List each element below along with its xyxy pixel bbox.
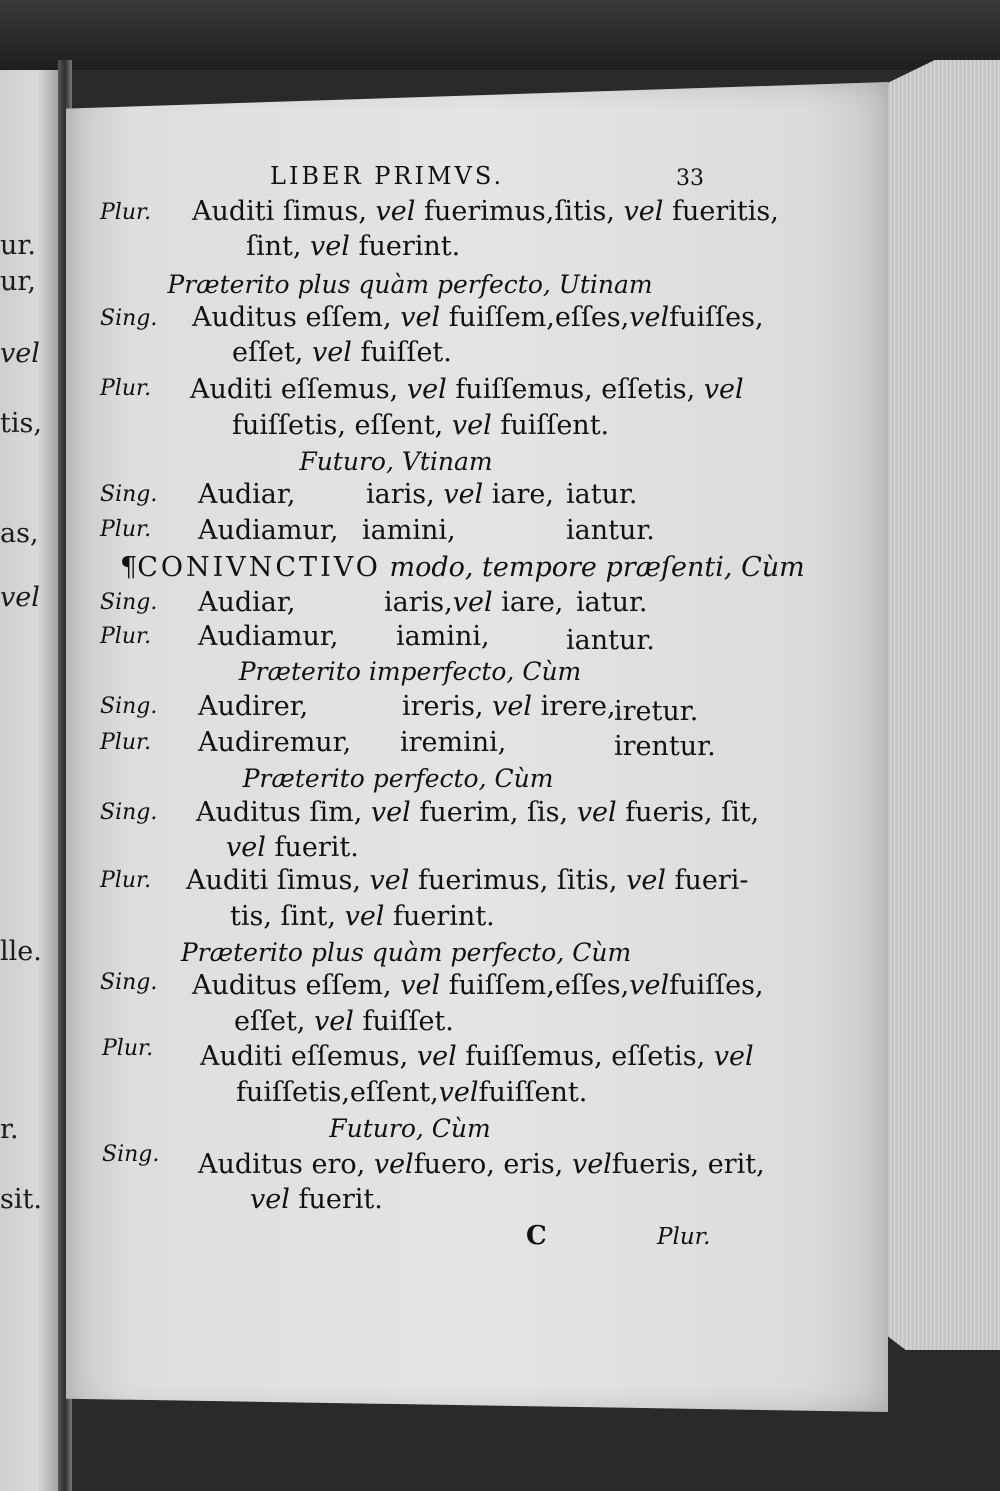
left-fragment: ur.	[0, 230, 36, 261]
number-label: Sing.	[100, 590, 158, 615]
text-line: fuiſſetis,eſſent,velfuiſſent.	[236, 1077, 588, 1108]
catchword: Plur.	[657, 1224, 711, 1250]
text-line: Auditi eſſemus, vel fuiſſemus, eſſetis, vel	[190, 374, 744, 405]
text-line: iretur.	[614, 696, 699, 727]
number-label: Plur.	[100, 376, 152, 401]
number-label: Sing.	[100, 970, 158, 995]
text-line: Auditus ſim, vel fuerim, ſis, vel fueris, ſit,	[196, 797, 760, 828]
text-line: Auditi eſſemus, vel fuiſſemus, eſſetis, vel	[200, 1041, 754, 1072]
left-fragment: lle.	[0, 936, 42, 967]
number-label: Sing.	[102, 1142, 160, 1167]
text-line: iaris,vel iare,	[384, 587, 564, 618]
text-line: iatur.	[566, 479, 638, 510]
text-line: Audiar,	[198, 479, 296, 510]
text-line: iamini,	[396, 621, 490, 652]
running-title: LIBER PRIMVS.	[270, 162, 505, 190]
left-fragment: vel	[0, 582, 40, 613]
left-page	[0, 70, 62, 1491]
number-label: Plur.	[100, 624, 152, 649]
section-heading: Præterito imperfecto, Cùm	[238, 657, 582, 686]
text-line: ireris, vel irere,	[402, 691, 616, 722]
text-line: Auditus ero, velfuero, eris, velfueris, erit,	[198, 1149, 765, 1180]
text-line: fuiſſetis, eſſent, vel fuiſſent.	[232, 410, 610, 441]
text-line: tis, ſint, vel fuerint.	[230, 901, 495, 932]
text-line: Audiar,	[198, 587, 296, 618]
section-heading: Futuro, Vtinam	[299, 447, 493, 476]
number-label: Plur.	[100, 200, 152, 225]
text-line: iremini,	[400, 727, 507, 758]
text-line: Auditi ſimus, vel fuerimus,ſitis, vel fueritis,	[192, 196, 779, 227]
section-heading: Præterito plus quàm perfecto, Cùm	[180, 938, 632, 967]
section-heading: Futuro, Cùm	[329, 1114, 491, 1143]
book-binding	[0, 0, 1000, 70]
text-line: Audiremur,	[198, 727, 352, 758]
left-fragment: vel	[0, 338, 40, 369]
number-label: Sing.	[100, 482, 158, 507]
text-line: eſſet, vel fuiſſet.	[234, 1006, 454, 1037]
text-line: iatur.	[576, 587, 648, 618]
text-line: iamini,	[362, 515, 456, 546]
signature-mark: C	[526, 1221, 547, 1251]
text-line: Auditus eſſem, vel fuiſſem,eſſes,velfuiſſes,	[192, 302, 764, 333]
left-fragment: as,	[0, 518, 39, 549]
text-line: iantur.	[566, 515, 655, 546]
text-line: vel fuerit.	[250, 1184, 383, 1215]
text-line: eſſet, vel fuiſſet.	[232, 337, 452, 368]
number-label: Sing.	[100, 800, 158, 825]
page-number: 33	[676, 166, 704, 191]
text-line: ſint, vel fuerint.	[246, 231, 461, 262]
left-fragment: r.	[0, 1114, 19, 1145]
text-line: vel fuerit.	[226, 832, 359, 863]
text-line: Auditus eſſem, vel fuiſſem,eſſes,velfuiſſes,	[192, 970, 764, 1001]
text-line: iaris, vel iare,	[366, 479, 554, 510]
number-label: Plur.	[100, 868, 152, 893]
section-heading: Præterito perfecto, Cùm	[242, 764, 554, 793]
text-line: irentur.	[614, 731, 716, 762]
section-heading: Præterito plus quàm perfecto, Utinam	[167, 270, 653, 299]
text-line: Audirer,	[198, 691, 309, 722]
number-label: Plur.	[102, 1036, 154, 1061]
text-line: Auditi ſimus, vel fuerimus, ſitis, vel fueri-	[186, 865, 749, 896]
number-label: Sing.	[100, 694, 158, 719]
left-fragment: ur,	[0, 266, 36, 297]
text-line: Audiamur,	[198, 515, 339, 546]
number-label: Plur.	[100, 730, 152, 755]
left-fragment: sit.	[0, 1184, 42, 1215]
number-label: Sing.	[100, 306, 158, 331]
text-line: Audiamur,	[198, 621, 339, 652]
mood-heading: ¶CONIVNCTIVO modo, tempore præſenti, Cùm	[120, 552, 805, 583]
text-line: iantur.	[566, 625, 655, 656]
left-fragment: tis,	[0, 408, 42, 439]
number-label: Plur.	[100, 517, 152, 542]
